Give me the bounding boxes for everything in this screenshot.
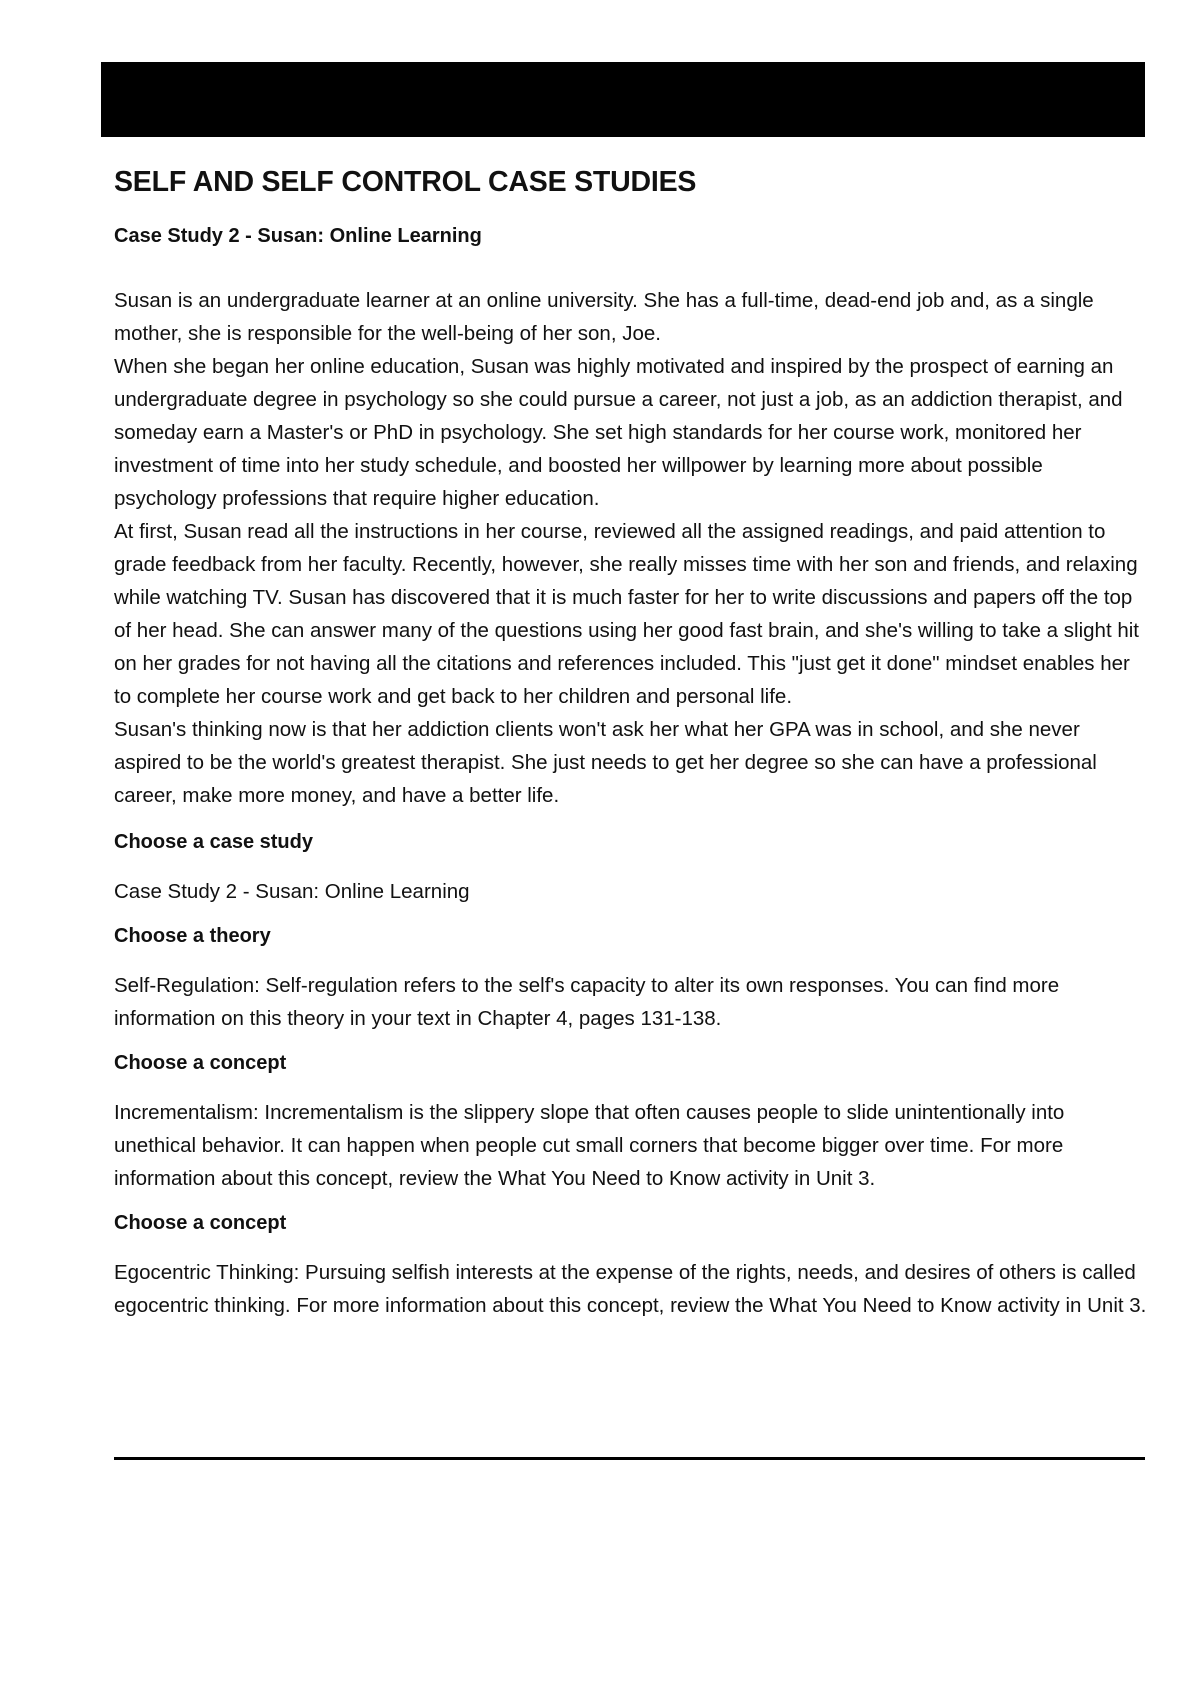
section-text: Incrementalism: Incrementalism is the slippery slope that often causes people to slide unintentionally into unethical behavior. It can happen when people cut small corners that become bigger over time. For more information about this concept, review the What You Need to Know activity in Unit 3.: [114, 1101, 1065, 1190]
section-text: Case Study 2 - Susan: Online Learning: [114, 880, 470, 903]
bottom-divider: [114, 1457, 1145, 1460]
section-theory: [114, 920, 1148, 1035]
story-paragraph: Susan is an undergraduate learner at an online university. She has a full-time, dead-end job and, as a single mother, she is responsible for the well-being of her son, Joe.: [114, 289, 1094, 345]
section-label: Choose a case study: [114, 831, 313, 853]
page-title: SELF AND SELF CONTROL CASE STUDIES: [114, 166, 697, 198]
case-study-narrative: [114, 284, 1148, 812]
section-concept-egocentric: [114, 1207, 1148, 1322]
section-case-study: [114, 826, 1148, 908]
section-label: Choose a theory: [114, 925, 271, 947]
section-text: Egocentric Thinking: Pursuing selfish interests at the expense of the rights, needs, and desires of others is called egocentric thinking. For more information about this concept, review the What You Need to Know activity in Unit 3.: [114, 1261, 1147, 1317]
case-study-heading: Case Study 2 - Susan: Online Learning: [114, 225, 482, 247]
header-bar: [101, 62, 1145, 137]
story-paragraph: At first, Susan read all the instructions in her course, reviewed all the assigned readings, and paid attention to grade feedback from her faculty. Recently, however, she really misses time with her son and friends, and relaxing while watching TV. Susan has discovered that it is much faster for her to write discussions and papers off the top of her head. She can answer many of the questions using her good fast brain, and she's willing to take a slight hit on her grades for not having all the citations and references included. This "just get it done" mindset enables her to complete her course work and get back to her children and personal life.: [114, 520, 1139, 708]
section-text: Self-Regulation: Self-regulation refers to the self's capacity to alter its own responses. You can find more information on this theory in your text in Chapter 4, pages 131-138.: [114, 974, 1060, 1030]
section-label: Choose a concept: [114, 1212, 287, 1234]
story-paragraph: Susan's thinking now is that her addiction clients won't ask her what her GPA was in school, and she never aspired to be the world's greatest therapist. She just needs to get her degree so she can have a professional career, make more money, and have a better life.: [114, 718, 1097, 807]
section-label: Choose a concept: [114, 1052, 287, 1074]
section-concept-incrementalism: [114, 1047, 1148, 1195]
document-body: [114, 162, 1148, 1322]
story-paragraph: When she began her online education, Susan was highly motivated and inspired by the prospect of earning an undergraduate degree in psychology so she could pursue a career, not just a job, as an addiction therapist, and someday earn a Master's or PhD in psychology. She set high standards for her course work, monitored her investment of time into her study schedule, and boosted her willpower by learning more about possible psychology professions that require higher education.: [114, 355, 1123, 510]
